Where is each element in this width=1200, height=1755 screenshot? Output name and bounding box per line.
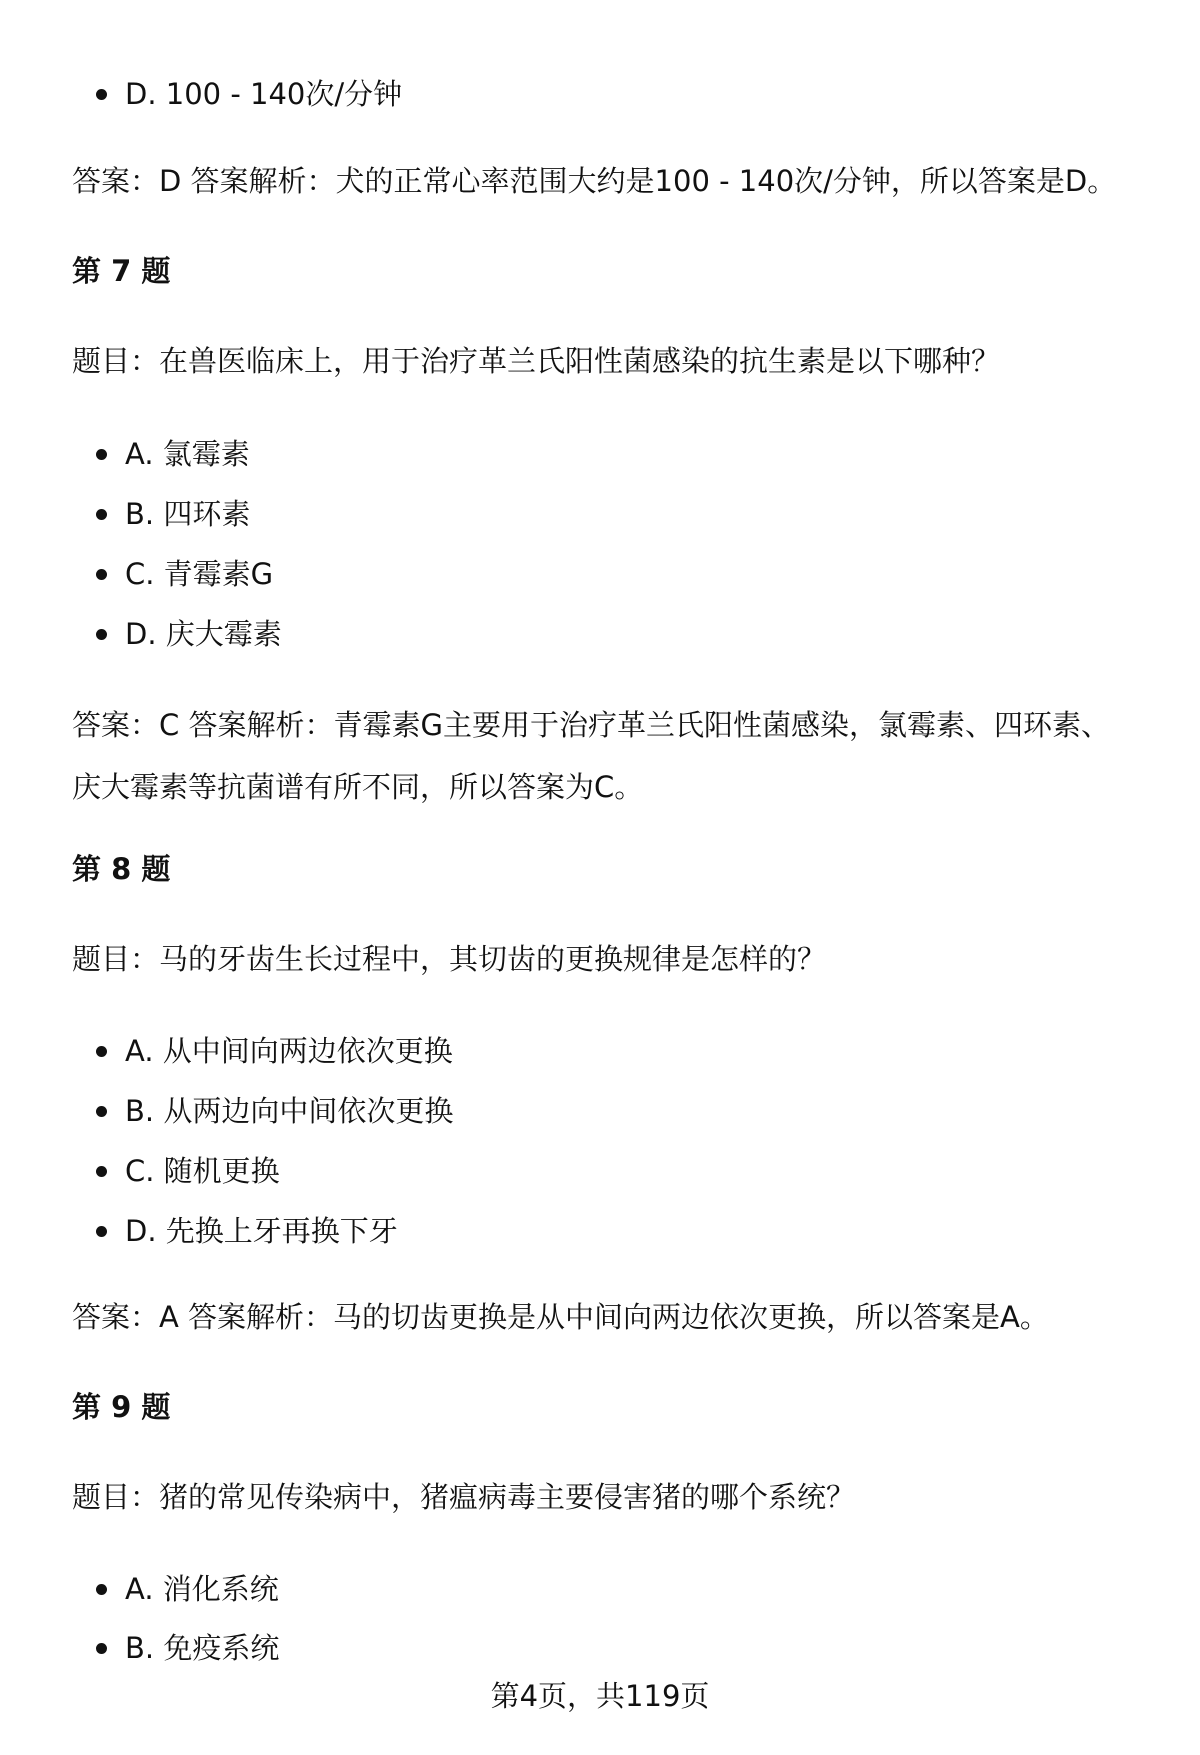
option-text: A. 从中间向两边依次更换: [125, 1034, 453, 1068]
question-heading: 第 7 题: [72, 254, 171, 288]
list-item: [96, 1021, 453, 1081]
option-text: A. 消化系统: [125, 1572, 279, 1606]
answer-paragraph: 答案：C 答案解析：青霉素G主要用于治疗革兰氏阳性菌感染，氯霉素、四环素、庆大霉素等抗菌谱有所不同，所以答案为C。: [72, 708, 1110, 804]
page-indicator: 第4页，共119页: [490, 1679, 710, 1713]
bullet-dot: [96, 1046, 107, 1057]
list-item: [96, 1559, 279, 1619]
answer-paragraph: 答案：D 答案解析：犬的正常心率范围大约是100 - 140次/分钟，所以答案是D。: [72, 164, 1117, 198]
bullet-dot: [96, 1106, 107, 1117]
list-item: [96, 64, 402, 124]
bullet-dot: [96, 89, 107, 100]
list-item: [96, 544, 273, 604]
bullet-dot: [96, 1166, 107, 1177]
option-text: A. 氯霉素: [125, 437, 250, 471]
bullet-dot: [96, 509, 107, 520]
question-heading: 第 9 题: [72, 1390, 171, 1424]
answer-paragraph: 答案：A 答案解析：马的切齿更换是从中间向两边依次更换，所以答案是A。: [72, 1300, 1049, 1334]
question-stem: 题目：马的牙齿生长过程中，其切齿的更换规律是怎样的？: [72, 942, 827, 976]
option-text: D. 庆大霉素: [125, 617, 282, 651]
bullet-dot: [96, 569, 107, 580]
list-item: [96, 1201, 398, 1261]
option-text: B. 四环素: [125, 497, 251, 531]
list-item: [96, 1141, 280, 1201]
bullet-dot: [96, 1643, 107, 1654]
bullet-dot: [96, 629, 107, 640]
list-item: [96, 484, 250, 544]
option-text: D. 先换上牙再换下牙: [125, 1214, 398, 1248]
list-item: [96, 604, 282, 664]
option-text: B. 从两边向中间依次更换: [125, 1094, 454, 1128]
question-stem: 题目：猪的常见传染病中，猪瘟病毒主要侵害猪的哪个系统？: [72, 1480, 856, 1514]
question-heading: 第 8 题: [72, 852, 171, 886]
question-stem: 题目：在兽医临床上，用于治疗革兰氏阳性菌感染的抗生素是以下哪种？: [72, 344, 1001, 378]
bullet-dot: [96, 1226, 107, 1237]
option-text: C. 青霉素G: [125, 557, 274, 591]
option-text: C. 随机更换: [125, 1154, 280, 1188]
option-text: D. 100 - 140次/分钟: [125, 77, 403, 111]
option-text: B. 免疫系统: [125, 1631, 280, 1665]
list-item: [96, 1081, 453, 1141]
bullet-dot: [96, 449, 107, 460]
list-item: [96, 424, 250, 484]
bullet-dot: [96, 1584, 107, 1595]
